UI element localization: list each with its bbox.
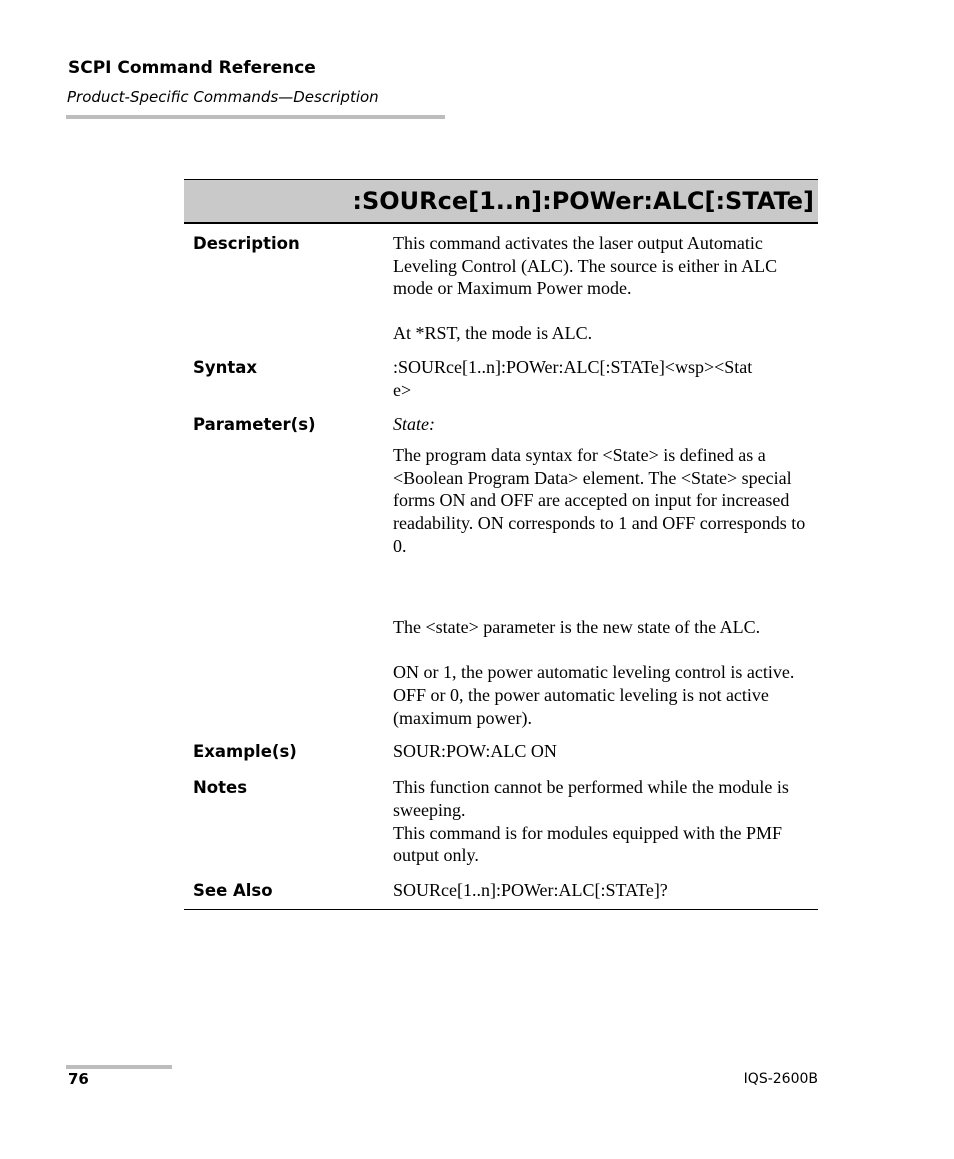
- examples-row: [184, 729, 818, 763]
- notes-row: [184, 763, 818, 867]
- see-also-label: See Also: [193, 881, 273, 901]
- parameter-on-text: ON or 1, the power automatic leveling control is active.: [393, 662, 795, 683]
- parameters-row: [184, 401, 818, 729]
- description-label: Description: [193, 234, 300, 253]
- description-value: [389, 232, 809, 345]
- syntax-label: Syntax: [193, 357, 258, 377]
- description-row: [184, 224, 818, 345]
- parameters-value: [389, 413, 809, 729]
- command-table: [184, 179, 818, 910]
- notes-sweeping-text: This function cannot be performed while the module is sweeping.: [393, 777, 789, 820]
- page-number: 76: [68, 1070, 89, 1088]
- header-divider: [66, 115, 445, 119]
- footer-divider: [66, 1065, 172, 1069]
- parameter-state-text: The <state> parameter is the new state of the ALC.: [393, 617, 761, 638]
- notes-label: Notes: [193, 778, 248, 798]
- notes-value: [389, 776, 809, 867]
- notes-pmf-text: This command is for modules equipped with the PMF output only.: [393, 822, 782, 866]
- examples-value: SOUR:POW:ALC ON: [393, 741, 557, 762]
- section-subtitle: Product-Specific Commands—Description: [67, 88, 379, 106]
- examples-label: Example(s): [193, 742, 297, 762]
- syntax-value: [389, 356, 809, 401]
- see-also-value: SOURce[1..n]:POWer:ALC[:STATe]?: [393, 880, 668, 901]
- description-text: This command activates the laser output Automatic Leveling Control (ALC). The source is either in ALC mode or Maximum Power mode.: [393, 233, 778, 299]
- syntax-line-2: e>: [393, 379, 412, 400]
- product-model: IQS-2600B: [743, 1071, 818, 1087]
- parameter-name: State:: [393, 414, 435, 435]
- parameter-syntax-text: The program data syntax for <State> is defined as a <Boolean Program Data> element. The <State> special forms ON and OFF are accepted on input for increased readability. ON corresponds to 1 and OFF corresponds to 0.: [393, 444, 806, 556]
- syntax-line-1: :SOURce[1..n]:POWer:ALC[:STATe]<wsp><Stat: [393, 356, 753, 377]
- see-also-row: [184, 867, 818, 910]
- syntax-row: [184, 345, 818, 401]
- parameters-label: Parameter(s): [193, 415, 316, 435]
- parameter-off-text: OFF or 0, the power automatic leveling is not active (maximum power).: [393, 684, 769, 728]
- section-title: SCPI Command Reference: [68, 58, 316, 78]
- description-rst-text: At *RST, the mode is ALC.: [393, 323, 593, 344]
- command-heading: :SOURce[1..n]:POWer:ALC[:STATe]: [184, 179, 818, 224]
